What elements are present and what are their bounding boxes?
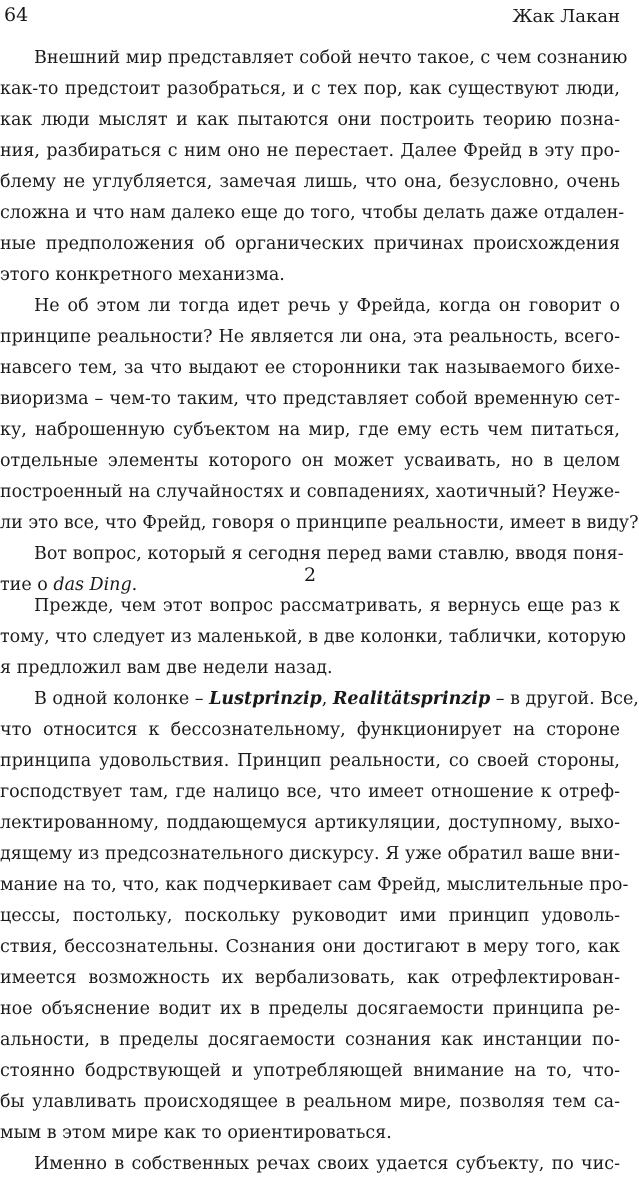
- text-line: ствия, бессознательны. Сознания они достигают в меру того, как: [0, 937, 620, 957]
- text-line: имеется возможность их вербализовать, как отрефлектирован-: [0, 968, 620, 988]
- page-number: 64: [4, 4, 29, 26]
- text-line: построенный на случайностях и совпадениях, хаотичный? Неуже-: [0, 482, 620, 502]
- text-line: принципе реальности? Не является ли она, эта реальность, всего-: [0, 327, 620, 347]
- text-line: господствует там, где налицо все, что имеет отношение к отреф-: [0, 782, 620, 802]
- text-line: сложна и что нам далеко еще до того, чтобы делать даже отдален-: [0, 203, 625, 223]
- text-line: тому, что следует из маленькой, в две колонки, таблички, которую: [0, 627, 626, 647]
- text-line: ку, наброшенную субъектом на мир, где ему есть чем питаться,: [0, 420, 620, 440]
- text-line: мым в этом мире как то ориентироваться.: [0, 1123, 392, 1143]
- section-number: 2: [303, 564, 317, 586]
- text-line: принципа удовольствия. Принцип реальности, со своей стороны,: [0, 751, 620, 771]
- text-fragment: тие о: [0, 575, 54, 595]
- italic-term: Realitätsprinzip: [332, 689, 491, 709]
- text-line: Прежде, чем этот вопрос рассматривать, я вернусь еще раз к: [34, 596, 620, 616]
- text-line: блему не углубляется, замечая лишь, что она, безусловно, очень: [0, 172, 620, 192]
- italic-term: das Ding: [53, 575, 132, 595]
- text-line: ные предположения об органических причинах происхождения: [0, 234, 620, 254]
- text-line: Внешний мир представляет собой нечто такое, с чем сознанию: [34, 48, 628, 68]
- text-line: этого конкретного механизма.: [0, 265, 285, 285]
- text-line: альности, в пределы досягаемости сознания как инстанции по-: [0, 1030, 620, 1050]
- text-line: Не об этом ли тогда идет речь у Фрейда, когда он говорит о: [34, 296, 620, 316]
- text-fragment: .: [131, 575, 138, 595]
- text-line: что относится к бессознательному, функционирует на стороне: [0, 720, 620, 740]
- text-line: виоризма – чем-то таким, что представляет собой временную сет-: [0, 389, 620, 409]
- text-line: как люди мыслят и как пытаются они построить теорию позна-: [0, 110, 620, 130]
- page-header: [0, 0, 620, 30]
- text-line: бы улавливать происходящее в реальном мире, позволяя тем са-: [0, 1092, 620, 1112]
- text-fragment: – в другой. Все,: [490, 689, 639, 709]
- text-line: я предложил вам две недели назад.: [0, 658, 333, 678]
- text-line: дящему из предсознательного дискурсу. Я уже обратил ваше вни-: [0, 844, 620, 864]
- text-line: цессы, постольку, поскольку руководит ими принцип удоволь-: [0, 906, 620, 926]
- text-line: Вот вопрос, который я сегодня перед вами ставлю, вводя поня-: [34, 544, 624, 564]
- text-line: навсего тем, за что выдают ее сторонники так называемого бихе-: [0, 358, 620, 378]
- text-line: Именно в собственных речах своих удается субъекту, по чис-: [34, 1154, 620, 1174]
- italic-term: Lustprinzip: [209, 689, 322, 709]
- text-line: ное объяснение водит их в пределы досягаемости принципа ре-: [0, 999, 620, 1019]
- running-head: Жак Лакан: [512, 6, 620, 27]
- text-line: как-то предстоит разобраться, и с тех пор, как существуют люди,: [0, 79, 620, 99]
- text-line: мание на то, что, как подчеркивает сам Фрейд, мыслительные про-: [0, 875, 629, 895]
- text-line: отдельные элементы которого он может усваивать, но в целом: [0, 451, 620, 471]
- text-line: стоянно бодрствующей и употребляющей внимание на то, что-: [0, 1061, 620, 1081]
- text-line: ли это все, что Фрейд, говоря о принципе реальности, имеет в виду?: [0, 513, 639, 533]
- text-fragment: В одной колонке –: [34, 689, 210, 709]
- text-line: ния, разбираться с ним оно не перестает. Далее Фрейд в эту про-: [0, 141, 620, 161]
- text-fragment: ,: [321, 689, 333, 709]
- text-line: лектированному, поддающемуся артикуляции, доступному, выхо-: [0, 813, 620, 833]
